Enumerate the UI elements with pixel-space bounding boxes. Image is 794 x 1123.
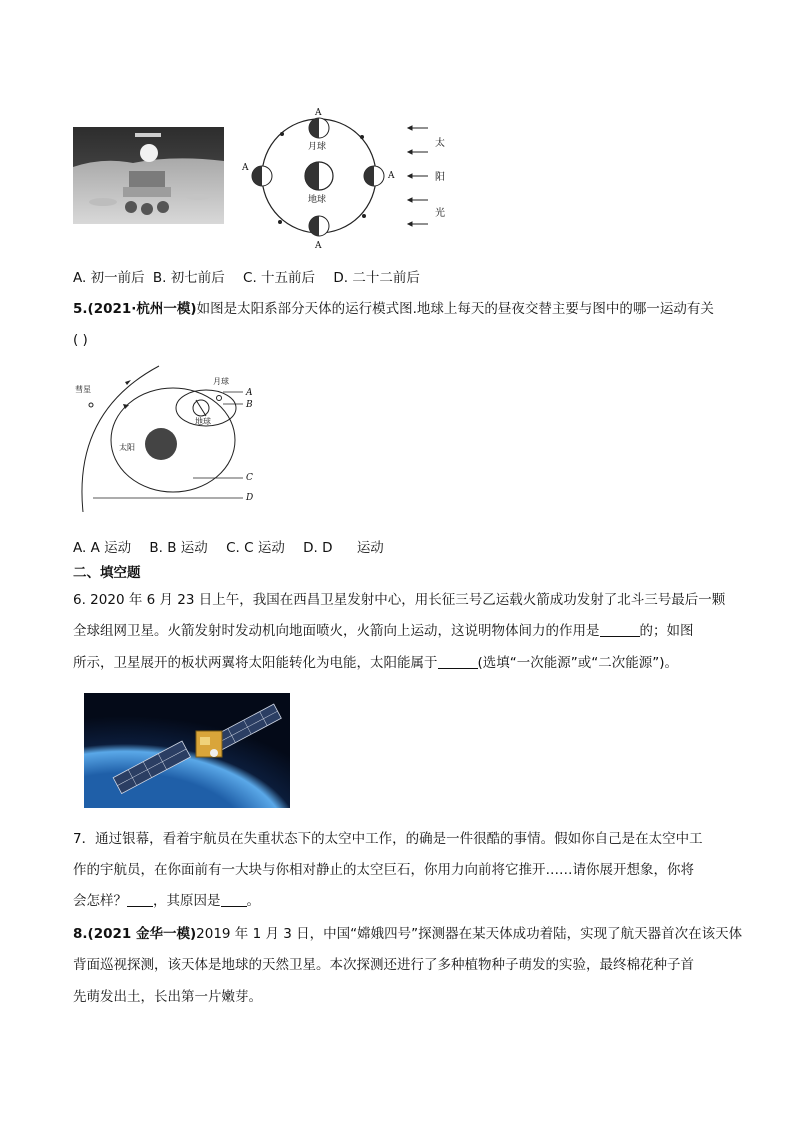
sunlight-label-2: 阳 [435,172,445,183]
lunar-rover-photo [73,127,224,224]
q8-line-3: 先萌发出土，长出第一片嫩芽。 [73,989,262,1005]
q4-option-d: D. 二十二前后 [333,270,420,286]
section-heading-fill-in: 二、填空题 [73,565,141,581]
q5-option-a: A. A 运动 [73,540,132,556]
moon-phase-diagram [240,104,460,254]
q7-blank-2[interactable] [221,892,247,907]
q5-number-source: 5.(2021·杭州一模) [73,301,197,317]
earth-label-solar: 地球 [195,417,211,426]
q5-stem [73,299,714,319]
q6-blank-2[interactable] [438,654,478,669]
q5-option-d: D. D [303,540,333,556]
q7-line-2: 作的宇航员，在你面前有一大块与你相对静止的太空巨石，你用力向前将它推开……请你展开想象，你将 [73,862,694,878]
orbit-label-a-top: A [315,108,322,118]
q7-line-3: 会怎样？ ，其原因是 。 [73,893,260,909]
orbit-label-a-right: A [388,171,395,181]
comet-label: 彗星 [75,385,91,394]
q5-stem-text: 如图是太阳系部分天体的运行模式图.地球上每天的昼夜交替主要与图中的哪一运动有关 [196,301,714,317]
q8-number-source: 8.(2021 金华一模) [73,926,197,942]
moon-label: 月球 [308,142,327,152]
q5-options [73,538,384,558]
solar-system-diagram [73,362,273,520]
q7-line-1: 7．通过银幕，看着宇航员在失重状态下的太空中工作，的确是一件很酷的事情。假如你自己是在太空中工 [73,831,703,847]
q5-option-b: B. B 运动 [149,540,208,556]
q8-line-2: 背面巡视探测，该天体是地球的天然卫星。本次探测还进行了多种植物种子萌发的实验，最终棉花种子首 [73,957,694,973]
motion-label-c: C [246,473,253,483]
sun-label: 太阳 [119,443,135,452]
q5-option-d-tail: 运动 [356,540,384,556]
motion-label-b: B [246,400,253,410]
motion-label-a: A [246,388,253,398]
satellite-photo [84,693,290,808]
orbit-label-a-left: A [242,163,249,173]
q5-option-c: C. C 运动 [226,540,285,556]
q4-options [73,268,420,288]
q4-option-c: C. 十五前后 [243,270,316,286]
q8-line-1: 8.(2021 金华一模)2019 年 1 月 3 日，中国“嫦娥四号”探测器在某天体成功着陆，实现了航天器首次在该天体 [73,926,743,942]
q5-answer-paren: ( ) [73,332,88,348]
q6-blank-1[interactable] [600,622,640,637]
q6-line-1: 6. 2020 年 6 月 23 日上午，我国在西昌卫星发射中心，用长征三号乙运载火箭成功发射了北斗三号最后一颗 [73,592,726,608]
q7-blank-1[interactable] [127,892,153,907]
earth-label: 地球 [308,195,327,205]
q4-option-a: A. 初一前后 [73,270,145,286]
moon-label-solar: 月球 [213,377,229,386]
q6-line-3: 所示，卫星展开的板状两翼将太阳能转化为电能，太阳能属于 (选填“一次能源”或“二次能源”)。 [73,655,679,671]
sunlight-label-3: 光 [435,208,445,219]
sunlight-label-1: 太 [435,138,445,149]
q4-option-b: B. 初七前后 [152,270,225,286]
motion-label-d: D [246,493,254,503]
q6-line-2: 全球组网卫星。火箭发射时发动机向地面喷火，火箭向上运动，这说明物体间力的作用是 的；如图 [73,623,694,639]
orbit-label-a-bottom: A [315,241,322,251]
